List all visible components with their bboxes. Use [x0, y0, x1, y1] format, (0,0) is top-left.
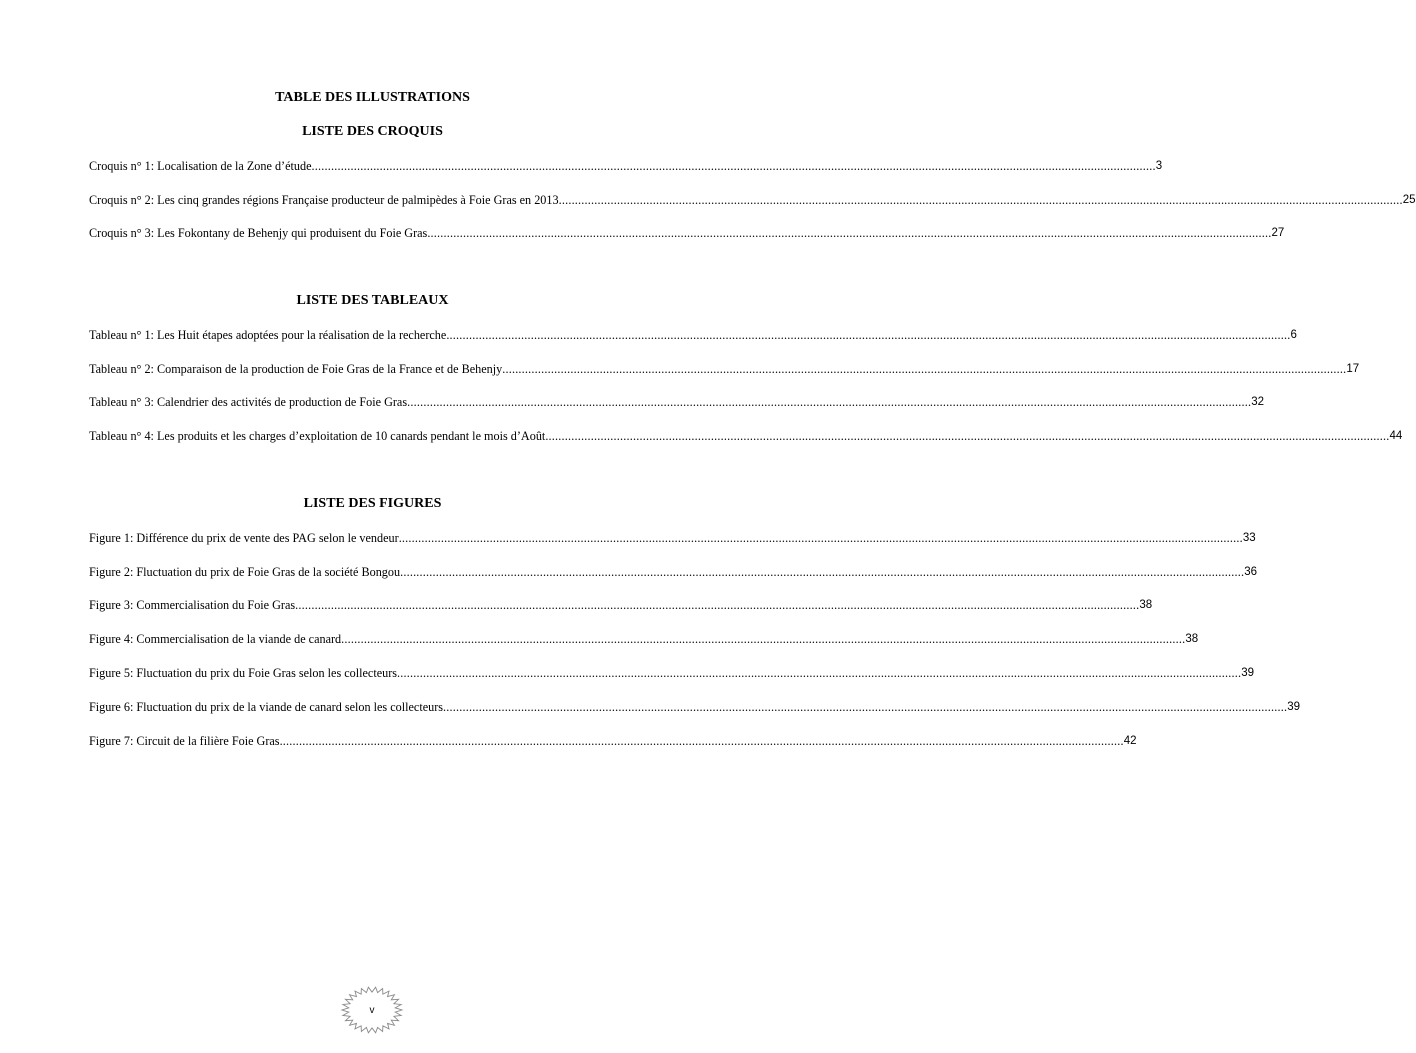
- entry-page: 33: [1242, 532, 1256, 544]
- croquis-heading: LISTE DES CROQUIS: [302, 124, 443, 139]
- dot-leader: ....................................................................................................................................................................................................................................................................: [398, 531, 1243, 545]
- dot-leader: ....................................................................................................................................................................................................................................................................: [397, 666, 1242, 680]
- entry-page: 36: [1244, 566, 1258, 578]
- page-number: v: [369, 1004, 375, 1016]
- tableau-entry-4[interactable]: [89, 428, 1403, 444]
- entry-page: 6: [1290, 329, 1297, 341]
- entry-page: 38: [1139, 599, 1153, 611]
- entry-page: 25: [1402, 194, 1416, 206]
- dot-leader: ....................................................................................................................................................................................................................................................................: [443, 700, 1288, 714]
- main-title: TABLE DES ILLUSTRATIONS: [275, 90, 470, 105]
- entry-label: Figure 2: Fluctuation du prix de Foie Gras de la société Bongou: [89, 565, 401, 579]
- figures-heading: LISTE DES FIGURES: [303, 496, 442, 511]
- entry-label: Tableau n° 3: Calendrier des activités de production de Foie Gras: [89, 395, 408, 409]
- entry-label: Croquis n° 2: Les cinq grandes régions Française producteur de palmipèdes à Foie Gras en 2013: [89, 193, 559, 207]
- figure-entry-4[interactable]: [89, 631, 1199, 647]
- figure-entry-3[interactable]: [89, 597, 1153, 613]
- entry-label: Figure 5: Fluctuation du prix du Foie Gras selon les collecteurs: [89, 666, 398, 680]
- entry-page: 38: [1185, 633, 1199, 645]
- figure-entry-6[interactable]: [89, 699, 1300, 715]
- tableau-entry-2[interactable]: [89, 361, 1360, 377]
- entry-label: Figure 7: Circuit de la filière Foie Gras: [89, 734, 280, 748]
- entry-label: Tableau n° 1: Les Huit étapes adoptées pour la réalisation de la recherche: [89, 328, 447, 342]
- entry-page: 44: [1389, 430, 1403, 442]
- dot-leader: ....................................................................................................................................................................................................................................................................: [427, 226, 1272, 240]
- entry-label: Figure 6: Fluctuation du prix de la viande de canard selon les collecteurs: [89, 700, 444, 714]
- figure-entry-7[interactable]: [89, 733, 1137, 749]
- figure-entry-2[interactable]: [89, 564, 1258, 580]
- entry-page: 39: [1241, 667, 1255, 679]
- dot-leader: ....................................................................................................................................................................................................................................................................: [446, 328, 1291, 342]
- tableau-entry-1[interactable]: [89, 327, 1297, 343]
- dot-leader: ....................................................................................................................................................................................................................................................................: [311, 159, 1156, 173]
- dot-leader: ....................................................................................................................................................................................................................................................................: [295, 598, 1140, 612]
- dot-leader: ....................................................................................................................................................................................................................................................................: [400, 565, 1245, 579]
- figure-entry-5[interactable]: [89, 665, 1255, 681]
- entry-page: 32: [1251, 396, 1265, 408]
- entry-page: 27: [1271, 227, 1285, 239]
- figure-entry-1[interactable]: [89, 530, 1256, 546]
- entry-label: Tableau n° 2: Comparaison de la production de Foie Gras de la France et de Behenjy: [89, 362, 503, 376]
- dot-leader: ....................................................................................................................................................................................................................................................................: [407, 395, 1252, 409]
- entry-label: Figure 1: Différence du prix de vente des PAG selon le vendeur: [89, 531, 399, 545]
- page-number-badge: [340, 985, 404, 1035]
- dot-leader: ....................................................................................................................................................................................................................................................................: [341, 632, 1186, 646]
- dot-leader: ....................................................................................................................................................................................................................................................................: [279, 734, 1124, 748]
- entry-label: Figure 3: Commercialisation du Foie Gras: [89, 598, 296, 612]
- entry-label: Figure 4: Commercialisation de la viande de canard: [89, 632, 342, 646]
- dot-leader: ....................................................................................................................................................................................................................................................................: [545, 429, 1390, 443]
- croquis-entry-1[interactable]: [89, 158, 1163, 174]
- entry-page: 3: [1155, 160, 1163, 172]
- croquis-entry-2[interactable]: [89, 192, 1416, 208]
- tableau-entry-3[interactable]: [89, 394, 1265, 410]
- croquis-entry-3[interactable]: [89, 225, 1285, 241]
- entry-label: Croquis n° 1: Localisation de la Zone d’étude: [89, 159, 312, 173]
- entry-label: Croquis n° 3: Les Fokontany de Behenjy qui produisent du Foie Gras: [89, 226, 428, 240]
- tableaux-heading: LISTE DES TABLEAUX: [296, 293, 449, 308]
- entry-page: 39: [1287, 701, 1300, 713]
- dot-leader: ....................................................................................................................................................................................................................................................................: [558, 193, 1403, 207]
- entry-page: 42: [1123, 735, 1137, 747]
- entry-page: 17: [1346, 363, 1360, 375]
- entry-label: Tableau n° 4: Les produits et les charges d’exploitation de 10 canards pendant le mois d’Août: [89, 429, 546, 443]
- dot-leader: ....................................................................................................................................................................................................................................................................: [502, 362, 1347, 376]
